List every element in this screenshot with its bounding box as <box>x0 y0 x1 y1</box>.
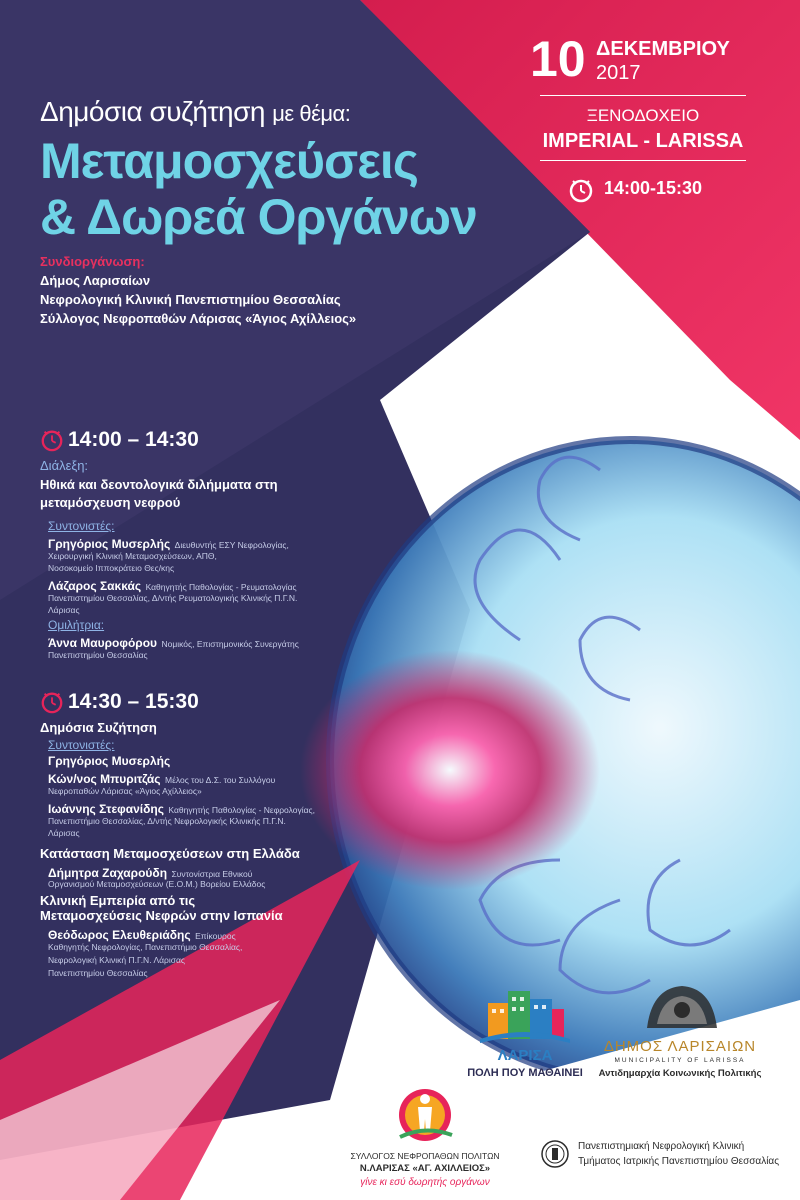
donor-figure-icon <box>390 1085 460 1147</box>
session1-time: 14:00 – 14:30 <box>68 428 199 451</box>
title-main-1: Μεταμοσχεύσεις <box>40 133 418 189</box>
moderator-name: Γρηγόριος Μυσερλής <box>48 754 171 768</box>
coorganizer-item: Σύλλογος Νεφροπαθών Λάρισας «Άγιος Αχίλλειος» <box>40 311 357 326</box>
dimos-department: Αντιδημαρχία Κοινωνικής Πολιτικής <box>598 1068 762 1079</box>
moderator-desc: Καθηγητής Παθολογίας - Νεφρολογίας, <box>168 805 315 815</box>
larisa-logo-line1: ΛΑΡΙΣΑ <box>497 1047 553 1064</box>
speaker-desc: Καθηγητής Νεφρολογίας, Πανεπιστήμιο Θεσσαλίας, <box>48 942 243 952</box>
coorganizer-item: Νεφρολογική Κλινική Πανεπιστημίου Θεσσαλίας <box>40 292 341 307</box>
event-time: 14:00-15:30 <box>604 178 703 198</box>
session1-topic-line1: Ηθικά και δεοντολογικά διλήμματα στη <box>40 477 278 492</box>
title-line1-small: με θέμα: <box>272 101 351 126</box>
moderator-desc: Νοσοκομείο Ιπποκράτειο Θες/κης <box>48 563 175 573</box>
moderator-desc: Πανεπιστήμιο Θεσσαλίας, Δ/ντής Νεφρολογικής Κλινικής Π.Γ.Ν. <box>48 816 286 826</box>
syllogos-slogan: γίνε κι εσύ δωρητής οργάνων <box>360 1177 490 1188</box>
session2-time: 14:30 – 15:30 <box>68 690 199 713</box>
syllogos-nefropathon-logo <box>325 1085 525 1195</box>
moderator-desc: Πανεπιστημίου Θεσσαλίας, Δ/ντής Ρευματολογικής Κλινικής Π.Γ.Ν. <box>48 593 298 603</box>
syllogos-line1: ΣΥΛΛΟΓΟΣ ΝΕΦΡΟΠΑΘΩΝ ΠΟΛΙΤΩΝ <box>350 1151 500 1161</box>
moderator-name: Γρηγόριος Μυσερλής <box>48 537 171 551</box>
university-seal-icon <box>540 1139 570 1169</box>
session2-topic2-line2: Μεταμοσχεύσεις Νεφρών στην Ισπανία <box>40 908 283 923</box>
moderator-desc: Χειρουργική Κλινική Μεταμοσχεύσεων, ΑΠΘ, <box>48 551 217 561</box>
venue-line2: IMPERIAL - LARISSA <box>542 130 744 152</box>
clock-icon <box>40 428 64 452</box>
municipality-emblem-icon <box>642 978 722 1034</box>
session1-type: Διάλεξη: <box>40 458 89 473</box>
speaker-desc: Οργανισμού Μεταμοσχεύσεων (Ε.Ο.Μ.) Βορείου Ελλάδος <box>48 879 266 889</box>
speaker-desc: Νεφρολογική Κλινική Π.Γ.Ν. Λάρισας <box>48 955 186 965</box>
speaker-desc: Συντονίστρια Εθνικού <box>171 869 253 879</box>
session1-speaker-label: Ομιλήτρια: <box>48 618 105 632</box>
session2-moderators-label: Συντονιστές: <box>48 738 115 752</box>
session1-topic-line2: μεταμόσχευση νεφρού <box>40 495 181 510</box>
moderator-desc: Νεφροπαθών Λάρισας «Άγιος Αχίλλειος» <box>48 786 202 796</box>
syllogos-line2: Ν.ΛΑΡΙΣΑΣ «ΑΓ. ΑΧΙΛΛΕΙΟΣ» <box>359 1163 491 1174</box>
clock-icon <box>568 177 594 203</box>
clinic-line2: Τμήματος Ιατρικής Πανεπιστημίου Θεσσαλίας <box>578 1156 780 1167</box>
speaker-name: Άννα Μαυροφόρου <box>48 636 158 650</box>
venue-divider <box>540 160 746 161</box>
speaker-desc: Πανεπιστημίου Θεσσαλίας <box>48 650 148 660</box>
buildings-icon <box>470 985 580 1045</box>
moderator-desc: Καθηγητής Παθολογίας - Ρευματολογίας <box>145 582 297 592</box>
moderator-desc: Λάρισας <box>48 605 80 615</box>
moderator-name: Λάζαρος Σακκάς <box>48 579 142 593</box>
venue-line1: ΞΕΝΟΔΟΧΕΙΟ <box>586 106 700 125</box>
dimos-larisaion-logo <box>590 978 770 1088</box>
speaker-name: Θεόδωρος Ελευθεριάδης <box>48 928 191 942</box>
dimos-subtitle: MUNICIPALITY OF LARISSA <box>614 1057 746 1064</box>
event-month: ΔΕΚΕΜΒΡΙΟΥ <box>596 38 730 60</box>
session2-title: Δημόσια Συζήτηση <box>40 720 157 735</box>
larisa-logo-line2: ΠΟΛΗ ΠΟΥ ΜΑΘΑΙΝΕΙ <box>467 1067 583 1079</box>
title-line1 <box>40 96 350 128</box>
dimos-name: ΔΗΜΟΣ ΛΑΡΙΣΑΙΩΝ <box>603 1038 757 1055</box>
moderator-desc: Μέλος του Δ.Σ. του Συλλόγου <box>164 775 276 785</box>
event-day: 10 <box>530 31 586 87</box>
moderator-name: Κών/νος Μπυριτζάς <box>48 772 161 786</box>
speaker-desc: Πανεπιστημίου Θεσσαλίας <box>48 968 148 978</box>
moderator-desc: Διευθυντής ΕΣΥ Νεφρολογίας, <box>174 540 289 550</box>
speaker-desc: Νομικός, Επιστημονικός Συνεργάτης <box>161 639 299 649</box>
date-divider <box>540 95 746 96</box>
title-line1-main: Δημόσια συζήτηση <box>40 96 265 127</box>
moderator-desc: Λάρισας <box>48 828 80 838</box>
nephrology-clinic-logo <box>540 1137 790 1187</box>
session2-topic-1: Κατάσταση Μεταμοσχεύσεων στη Ελλάδα <box>40 846 300 861</box>
event-year: 2017 <box>596 62 641 84</box>
session2-topic2-line1: Κλινική Εμπειρία από τις <box>40 893 196 908</box>
coorganizer-item: Δήμος Λαρισαίων <box>40 273 151 288</box>
title-main-2: & Δωρεά Οργάνων <box>40 189 477 245</box>
larisa-learning-city-logo <box>467 985 583 1095</box>
speaker-name: Δήμητρα Ζαχαρούδη <box>48 866 168 880</box>
speaker-desc: Επίκουρος <box>195 931 236 941</box>
coorganizers-label: Συνδιοργάνωση: <box>40 254 145 269</box>
session1-moderators-label: Συντονιστές: <box>48 519 115 533</box>
clinic-line1: Πανεπιστημιακή Νεφρολογική Κλινική <box>578 1141 745 1152</box>
clock-icon <box>40 690 64 714</box>
moderator-name: Ιωάννης Στεφανίδης <box>48 802 164 816</box>
